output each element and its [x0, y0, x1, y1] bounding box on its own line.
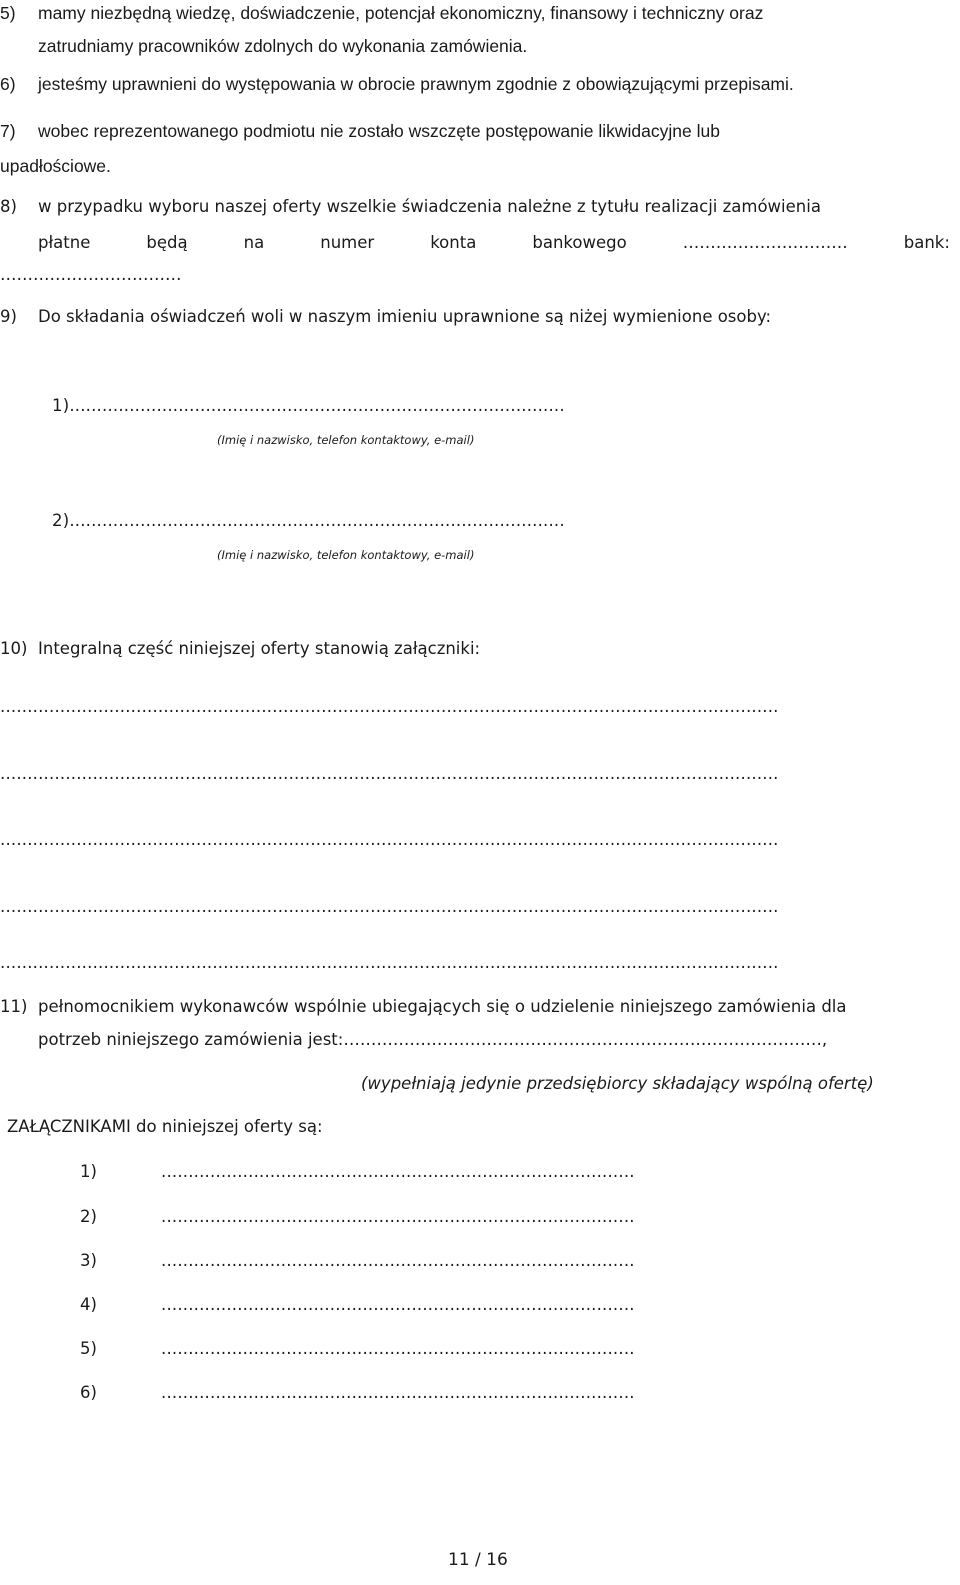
- attachment-item: [80, 1294, 740, 1316]
- attachment-item: [80, 1206, 740, 1228]
- attachment-blank: .......................................................................................: [161, 1162, 635, 1181]
- person-1-blank: 1)...........................................................................................: [52, 396, 565, 415]
- attachment-item: [80, 1338, 740, 1360]
- attachments-title: ZAŁĄCZNIKAMI do niniejszej oferty są:: [7, 1117, 323, 1136]
- person-2-blank: 2)...........................................................................................: [52, 511, 565, 530]
- attachment-number: 2): [80, 1207, 97, 1226]
- item-8-word: konta: [430, 233, 477, 252]
- item-6-number: 6): [0, 74, 16, 94]
- attachment-blank-line: ...............................................................................................................................................: [0, 697, 779, 716]
- item-11-text-line2: potrzeb niniejszego zamówienia jest:……………………………………………………………………………,: [38, 1030, 828, 1049]
- item-10-number: 10): [0, 639, 28, 658]
- item-8-word: płatne: [38, 233, 91, 252]
- person-1-caption: (Imię i nazwisko, telefon kontaktowy, e-mail): [217, 433, 475, 447]
- attachment-number: 5): [80, 1339, 97, 1358]
- attachment-blank: .......................................................................................: [161, 1207, 635, 1226]
- item-5-text-line1: mamy niezbędną wiedzę, doświadczenie, potencjał ekonomiczny, finansowy i techniczny oraz: [38, 3, 764, 23]
- bank-name-blank: ……………………………: [0, 265, 182, 284]
- attachment-blank: .......................................................................................: [161, 1383, 635, 1402]
- attachment-blank-line: ...............................................................................................................................................: [0, 897, 779, 916]
- item-8-word: bankowego: [532, 233, 627, 252]
- person-2-caption: (Imię i nazwisko, telefon kontaktowy, e-mail): [217, 548, 475, 562]
- item-5-text-line2: zatrudniamy pracowników zdolnych do wykonania zamówienia.: [38, 36, 528, 56]
- item-11-note: (wypełniają jedynie przedsiębiorcy składający wspólną ofertę): [361, 1074, 874, 1093]
- item-10-text: Integralną część niniejszej oferty stanowią załączniki:: [38, 639, 481, 658]
- item-7-text-line2: upadłościowe.: [0, 156, 111, 176]
- item-11-number: 11): [0, 997, 28, 1016]
- item-8-text-line1: w przypadku wyboru naszej oferty wszelkie świadczenia należne z tytułu realizacji zamówienia: [38, 197, 821, 216]
- item-7-number: 7): [0, 121, 16, 141]
- attachment-blank: .......................................................................................: [161, 1339, 635, 1358]
- item-8-text-line2: [38, 232, 950, 254]
- item-6-text: jesteśmy uprawnieni do występowania w obrocie prawnym zgodnie z obowiązującymi przepisami.: [38, 74, 794, 94]
- attachment-blank-line: ...............................................................................................................................................: [0, 830, 779, 849]
- attachment-item: [80, 1250, 740, 1272]
- attachment-item: [80, 1382, 740, 1404]
- item-7-text-line1: wobec reprezentowanego podmiotu nie zostało wszczęte postępowanie likwidacyjne lub: [38, 121, 720, 141]
- attachment-blank: .......................................................................................: [161, 1251, 635, 1270]
- attachment-blank-line: ...............................................................................................................................................: [0, 953, 779, 972]
- item-11-text-line1: pełnomocnikiem wykonawców wspólnie ubiegających się o udzielenie niniejszego zamówienia dla: [38, 997, 847, 1016]
- item-9-number: 9): [0, 307, 17, 326]
- attachment-item: [80, 1161, 740, 1183]
- item-8-word: bank:: [903, 233, 950, 252]
- page-number: 11 / 16: [448, 1550, 508, 1570]
- item-8-number: 8): [0, 197, 17, 216]
- attachment-number: 3): [80, 1251, 97, 1270]
- item-8-word: numer: [320, 233, 375, 252]
- bank-account-blank: …………………………: [682, 233, 848, 252]
- attachment-blank: .......................................................................................: [161, 1295, 635, 1314]
- item-5-number: 5): [0, 3, 16, 23]
- item-8-word: na: [243, 233, 265, 252]
- attachment-number: 6): [80, 1383, 97, 1402]
- attachment-number: 1): [80, 1162, 97, 1181]
- item-9-text: Do składania oświadczeń woli w naszym imieniu uprawnione są niżej wymienione osoby:: [38, 307, 772, 326]
- attachment-number: 4): [80, 1295, 97, 1314]
- item-8-word: będą: [146, 233, 188, 252]
- attachment-blank-line: ...............................................................................................................................................: [0, 764, 779, 783]
